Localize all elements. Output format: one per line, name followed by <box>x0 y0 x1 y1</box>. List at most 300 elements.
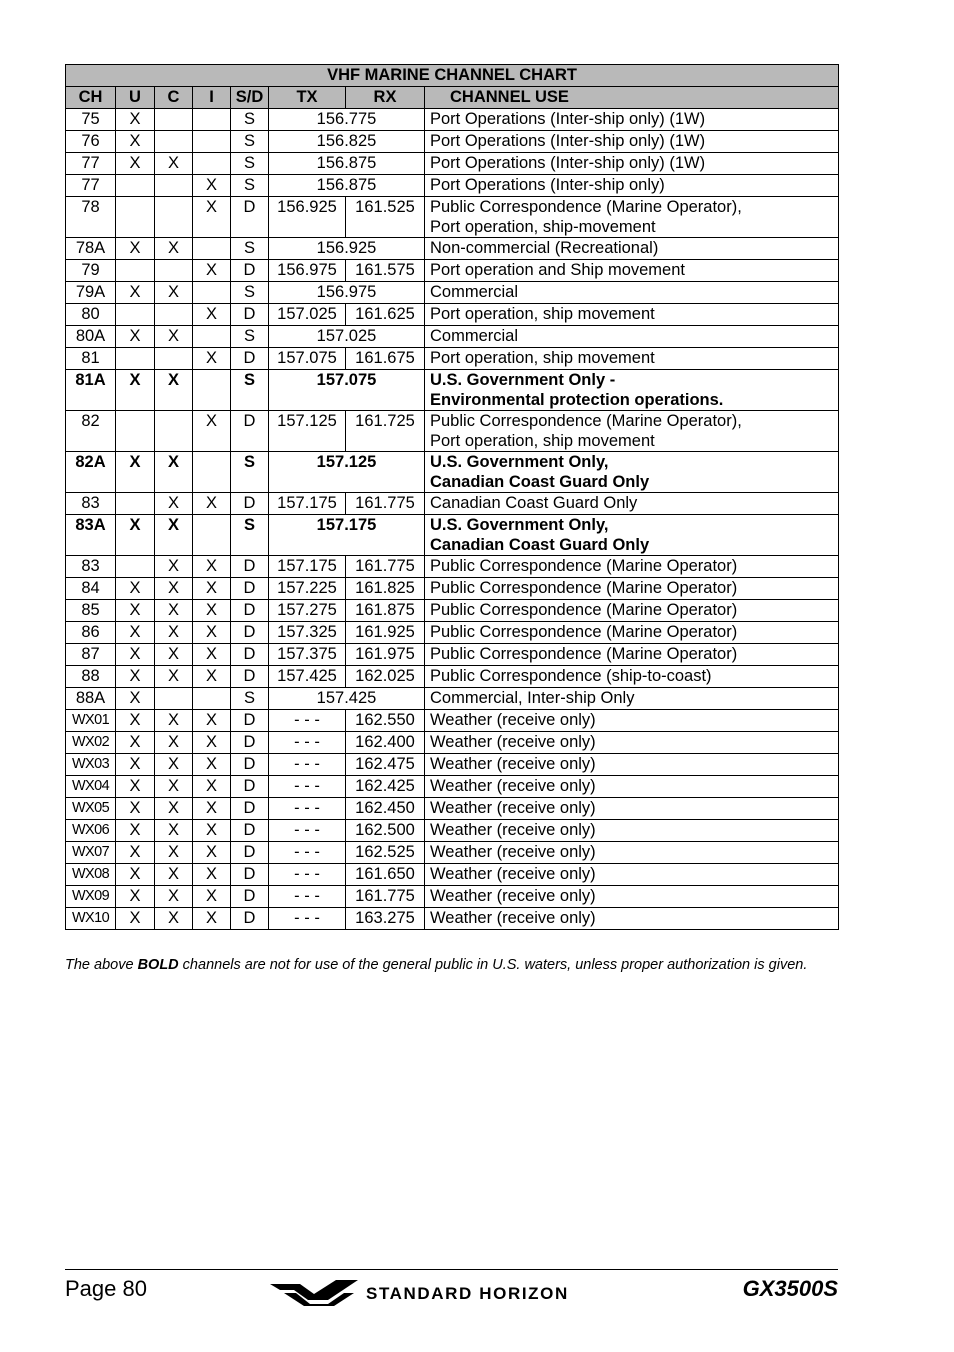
cell-channel-use <box>425 131 839 153</box>
cell-rx: 161.625 <box>346 304 425 326</box>
channel-use-line: Commercial, Inter-ship Only <box>430 689 635 707</box>
cell-c: X <box>155 452 193 493</box>
table-row <box>66 908 839 930</box>
cell-c: X <box>155 578 193 600</box>
cell-tx: - - - <box>269 864 346 886</box>
cell-rx: 161.825 <box>346 578 425 600</box>
cell-sd: S <box>231 175 269 197</box>
table-row <box>66 842 839 864</box>
cell-tx: 156.975 <box>269 260 346 282</box>
cell-tx: - - - <box>269 798 346 820</box>
cell-c: X <box>155 798 193 820</box>
cell-tx: 157.425 <box>269 666 346 688</box>
cell-sd: D <box>231 197 269 238</box>
channel-use-line: Non-commercial (Recreational) <box>430 239 659 257</box>
cell-channel-use <box>425 238 839 260</box>
cell-tx: - - - <box>269 754 346 776</box>
cell-i: X <box>193 578 231 600</box>
cell-ch: 81A <box>66 370 116 411</box>
cell-channel-use <box>425 908 839 930</box>
cell-tx-rx: 156.875 <box>269 153 425 175</box>
cell-ch: 81 <box>66 348 116 370</box>
cell-c: X <box>155 153 193 175</box>
channel-use-line: Weather (receive only) <box>430 865 596 883</box>
cell-channel-use <box>425 886 839 908</box>
cell-c <box>155 260 193 282</box>
cell-u: X <box>116 908 155 930</box>
channel-use-line: Port Operations (Inter-ship only) (1W) <box>430 110 706 128</box>
channel-use-line: Weather (receive only) <box>430 755 596 773</box>
cell-i: X <box>193 348 231 370</box>
cell-channel-use <box>425 493 839 515</box>
cell-c <box>155 175 193 197</box>
cell-sd: D <box>231 260 269 282</box>
cell-u <box>116 493 155 515</box>
cell-c: X <box>155 370 193 411</box>
header-i: I <box>193 87 231 109</box>
channel-use-line: Canadian Coast Guard Only <box>430 473 650 491</box>
cell-channel-use <box>425 326 839 348</box>
cell-ch: 85 <box>66 600 116 622</box>
header-u: U <box>116 87 155 109</box>
cell-u: X <box>116 131 155 153</box>
cell-u: X <box>116 666 155 688</box>
cell-tx-rx: 156.775 <box>269 109 425 131</box>
cell-rx: 162.550 <box>346 710 425 732</box>
channel-use-line: U.S. Government Only, <box>430 453 609 471</box>
cell-tx: - - - <box>269 842 346 864</box>
brand-mark-icon <box>270 1278 358 1306</box>
cell-c <box>155 348 193 370</box>
table-row <box>66 282 839 304</box>
cell-sd: D <box>231 842 269 864</box>
cell-i <box>193 282 231 304</box>
table-row <box>66 493 839 515</box>
table-row <box>66 798 839 820</box>
channel-use-line: Public Correspondence (Marine Operator) <box>430 623 738 641</box>
channel-use-line: Weather (receive only) <box>430 777 596 795</box>
bold-channel-note <box>65 956 841 974</box>
cell-tx: - - - <box>269 776 346 798</box>
cell-rx: 161.675 <box>346 348 425 370</box>
cell-channel-use <box>425 515 839 556</box>
table-row <box>66 515 839 556</box>
cell-c: X <box>155 710 193 732</box>
cell-channel-use <box>425 153 839 175</box>
cell-u: X <box>116 622 155 644</box>
column-header-row <box>66 87 839 109</box>
cell-tx-rx: 157.075 <box>269 370 425 411</box>
cell-rx: 161.875 <box>346 600 425 622</box>
cell-c: X <box>155 776 193 798</box>
channel-use-line: Canadian Coast Guard Only <box>430 494 638 512</box>
channel-use-line: U.S. Government Only, <box>430 516 609 534</box>
table-row <box>66 260 839 282</box>
cell-i: X <box>193 175 231 197</box>
cell-tx-rx: 156.825 <box>269 131 425 153</box>
cell-sd: D <box>231 348 269 370</box>
cell-sd: S <box>231 688 269 710</box>
cell-ch: 75 <box>66 109 116 131</box>
cell-channel-use <box>425 556 839 578</box>
page-number: Page 80 <box>65 1276 147 1301</box>
cell-ch: 77 <box>66 175 116 197</box>
cell-tx: 157.275 <box>269 600 346 622</box>
cell-tx: 157.125 <box>269 411 346 452</box>
channel-use-line: Port operation, ship movement <box>430 305 655 323</box>
cell-c <box>155 109 193 131</box>
cell-tx: 157.075 <box>269 348 346 370</box>
cell-rx: 161.525 <box>346 197 425 238</box>
table-row <box>66 556 839 578</box>
cell-c: X <box>155 908 193 930</box>
cell-ch: 88 <box>66 666 116 688</box>
cell-ch: WX06 <box>66 820 116 842</box>
table-row <box>66 732 839 754</box>
table-row <box>66 666 839 688</box>
cell-tx: - - - <box>269 886 346 908</box>
cell-i: X <box>193 556 231 578</box>
cell-tx: - - - <box>269 908 346 930</box>
cell-rx: 161.775 <box>346 493 425 515</box>
cell-u <box>116 175 155 197</box>
cell-channel-use <box>425 798 839 820</box>
channel-use-line: Port Operations (Inter-ship only) (1W) <box>430 154 706 172</box>
cell-tx-rx: 157.175 <box>269 515 425 556</box>
cell-tx-rx: 157.125 <box>269 452 425 493</box>
cell-c: X <box>155 820 193 842</box>
cell-rx: 162.500 <box>346 820 425 842</box>
cell-sd: S <box>231 515 269 556</box>
cell-channel-use <box>425 644 839 666</box>
channel-use-line: Environmental protection operations. <box>430 391 724 409</box>
channel-use-line: Weather (receive only) <box>430 909 596 927</box>
cell-rx: 162.525 <box>346 842 425 864</box>
cell-i <box>193 238 231 260</box>
cell-i <box>193 153 231 175</box>
cell-ch: 87 <box>66 644 116 666</box>
cell-channel-use <box>425 175 839 197</box>
cell-ch: WX04 <box>66 776 116 798</box>
cell-tx: 157.025 <box>269 304 346 326</box>
cell-c <box>155 411 193 452</box>
cell-channel-use <box>425 842 839 864</box>
header-rx: RX <box>346 87 425 109</box>
table-row <box>66 754 839 776</box>
cell-rx: 163.275 <box>346 908 425 930</box>
chart-title: VHF MARINE CHANNEL CHART <box>66 65 839 87</box>
cell-sd: S <box>231 282 269 304</box>
cell-ch: WX03 <box>66 754 116 776</box>
vhf-channel-chart <box>65 64 839 930</box>
channel-use-line: Port Operations (Inter-ship only) (1W) <box>430 132 706 150</box>
table-row <box>66 452 839 493</box>
cell-sd: D <box>231 556 269 578</box>
cell-channel-use <box>425 776 839 798</box>
cell-ch: WX10 <box>66 908 116 930</box>
cell-ch: WX07 <box>66 842 116 864</box>
cell-i: X <box>193 908 231 930</box>
table-row <box>66 886 839 908</box>
cell-c: X <box>155 842 193 864</box>
table-row <box>66 153 839 175</box>
cell-i: X <box>193 842 231 864</box>
table-row <box>66 688 839 710</box>
table-row <box>66 710 839 732</box>
table-row <box>66 578 839 600</box>
cell-ch: 88A <box>66 688 116 710</box>
cell-rx: 162.475 <box>346 754 425 776</box>
table-row <box>66 600 839 622</box>
channel-use-line: Commercial <box>430 327 519 345</box>
header-ch: CH <box>66 87 116 109</box>
cell-i <box>193 109 231 131</box>
cell-u: X <box>116 754 155 776</box>
cell-ch: 82A <box>66 452 116 493</box>
cell-channel-use <box>425 411 839 452</box>
channel-use-line: Public Correspondence (Marine Operator), <box>430 198 742 216</box>
cell-tx: - - - <box>269 732 346 754</box>
cell-sd: D <box>231 622 269 644</box>
cell-i: X <box>193 304 231 326</box>
header-tx: TX <box>269 87 346 109</box>
cell-i <box>193 370 231 411</box>
cell-sd: D <box>231 732 269 754</box>
cell-tx: 157.175 <box>269 493 346 515</box>
channel-use-line: Port Operations (Inter-ship only) <box>430 176 665 194</box>
cell-i: X <box>193 666 231 688</box>
cell-u: X <box>116 282 155 304</box>
channel-use-line: Public Correspondence (ship-to-coast) <box>430 667 712 685</box>
cell-u: X <box>116 238 155 260</box>
cell-ch: 80 <box>66 304 116 326</box>
table-row <box>66 304 839 326</box>
table-row <box>66 411 839 452</box>
note-bold-word: BOLD <box>137 957 179 973</box>
cell-channel-use <box>425 109 839 131</box>
cell-channel-use <box>425 864 839 886</box>
cell-sd: D <box>231 304 269 326</box>
cell-rx: 162.400 <box>346 732 425 754</box>
cell-i: X <box>193 411 231 452</box>
channel-use-line: Port operation and Ship movement <box>430 261 685 279</box>
cell-i: X <box>193 493 231 515</box>
cell-tx-rx: 156.875 <box>269 175 425 197</box>
cell-channel-use <box>425 754 839 776</box>
cell-rx: 161.725 <box>346 411 425 452</box>
cell-u: X <box>116 864 155 886</box>
cell-rx: 162.425 <box>346 776 425 798</box>
channel-use-line: Weather (receive only) <box>430 887 596 905</box>
cell-u: X <box>116 370 155 411</box>
table-row <box>66 370 839 411</box>
cell-c <box>155 131 193 153</box>
cell-sd: S <box>231 109 269 131</box>
cell-rx: 161.925 <box>346 622 425 644</box>
cell-ch: WX09 <box>66 886 116 908</box>
cell-sd: S <box>231 131 269 153</box>
cell-c: X <box>155 556 193 578</box>
cell-u <box>116 304 155 326</box>
cell-sd: S <box>231 370 269 411</box>
model-number: GX3500S <box>742 1276 838 1301</box>
cell-u: X <box>116 452 155 493</box>
channel-use-line: U.S. Government Only - <box>430 371 616 389</box>
cell-rx: 161.775 <box>346 886 425 908</box>
cell-sd: S <box>231 452 269 493</box>
table-row <box>66 864 839 886</box>
cell-i: X <box>193 710 231 732</box>
cell-channel-use <box>425 820 839 842</box>
cell-c: X <box>155 238 193 260</box>
cell-ch: WX01 <box>66 710 116 732</box>
table-row <box>66 622 839 644</box>
cell-channel-use <box>425 370 839 411</box>
cell-ch: 77 <box>66 153 116 175</box>
cell-i <box>193 515 231 556</box>
channel-use-line: Public Correspondence (Marine Operator) <box>430 557 738 575</box>
cell-u <box>116 411 155 452</box>
cell-rx: 161.775 <box>346 556 425 578</box>
cell-sd: D <box>231 578 269 600</box>
channel-use-line: Canadian Coast Guard Only <box>430 536 650 554</box>
cell-c: X <box>155 666 193 688</box>
cell-ch: 82 <box>66 411 116 452</box>
cell-c <box>155 197 193 238</box>
cell-u: X <box>116 886 155 908</box>
cell-sd: D <box>231 710 269 732</box>
cell-c: X <box>155 326 193 348</box>
table-row <box>66 326 839 348</box>
cell-c: X <box>155 732 193 754</box>
cell-rx: 162.025 <box>346 666 425 688</box>
header-sd: S/D <box>231 87 269 109</box>
cell-u: X <box>116 644 155 666</box>
cell-u: X <box>116 776 155 798</box>
cell-i: X <box>193 776 231 798</box>
cell-rx: 162.450 <box>346 798 425 820</box>
note-suffix: channels are not for use of the general public in U.S. waters, unless proper authorization is given. <box>178 957 808 973</box>
channel-use-line: Public Correspondence (Marine Operator), <box>430 412 742 430</box>
cell-sd: D <box>231 644 269 666</box>
cell-channel-use <box>425 260 839 282</box>
cell-c: X <box>155 886 193 908</box>
header-c: C <box>155 87 193 109</box>
table-row <box>66 820 839 842</box>
cell-c: X <box>155 600 193 622</box>
cell-u: X <box>116 153 155 175</box>
cell-i: X <box>193 644 231 666</box>
cell-sd: D <box>231 754 269 776</box>
cell-tx-rx: 156.925 <box>269 238 425 260</box>
cell-i <box>193 452 231 493</box>
cell-i: X <box>193 197 231 238</box>
cell-u: X <box>116 109 155 131</box>
cell-ch: 78 <box>66 197 116 238</box>
header-channel-use: CHANNEL USE <box>425 87 839 109</box>
table-row <box>66 131 839 153</box>
cell-channel-use <box>425 197 839 238</box>
cell-sd: D <box>231 493 269 515</box>
cell-u: X <box>116 688 155 710</box>
cell-ch: 83 <box>66 556 116 578</box>
cell-i: X <box>193 754 231 776</box>
chart-body <box>66 109 839 930</box>
channel-use-line: Public Correspondence (Marine Operator) <box>430 645 738 663</box>
channel-use-line: Port operation, ship movement <box>430 432 655 450</box>
channel-use-line: Port operation, ship movement <box>430 349 655 367</box>
cell-i: X <box>193 886 231 908</box>
table-row <box>66 109 839 131</box>
cell-tx: 157.325 <box>269 622 346 644</box>
cell-ch: WX05 <box>66 798 116 820</box>
table-row <box>66 175 839 197</box>
cell-c: X <box>155 515 193 556</box>
cell-channel-use <box>425 452 839 493</box>
cell-u: X <box>116 600 155 622</box>
channel-use-line: Port operation, ship-movement <box>430 218 656 236</box>
cell-channel-use <box>425 688 839 710</box>
cell-u: X <box>116 710 155 732</box>
cell-ch: 86 <box>66 622 116 644</box>
channel-use-line: Weather (receive only) <box>430 711 596 729</box>
cell-i: X <box>193 600 231 622</box>
cell-rx: 161.975 <box>346 644 425 666</box>
cell-tx: - - - <box>269 710 346 732</box>
cell-u: X <box>116 515 155 556</box>
cell-channel-use <box>425 348 839 370</box>
cell-u <box>116 197 155 238</box>
cell-sd: D <box>231 776 269 798</box>
cell-channel-use <box>425 282 839 304</box>
channel-use-line: Weather (receive only) <box>430 821 596 839</box>
cell-sd: D <box>231 600 269 622</box>
table-row <box>66 238 839 260</box>
note-prefix: The above <box>65 957 138 973</box>
cell-tx: - - - <box>269 820 346 842</box>
cell-channel-use <box>425 710 839 732</box>
cell-i <box>193 326 231 348</box>
brand-logo <box>270 1277 569 1307</box>
cell-channel-use <box>425 600 839 622</box>
cell-u <box>116 348 155 370</box>
table-row <box>66 197 839 238</box>
cell-ch: WX02 <box>66 732 116 754</box>
cell-c: X <box>155 622 193 644</box>
cell-ch: 80A <box>66 326 116 348</box>
cell-c: X <box>155 493 193 515</box>
cell-c <box>155 304 193 326</box>
cell-c: X <box>155 864 193 886</box>
channel-use-line: Weather (receive only) <box>430 843 596 861</box>
cell-u: X <box>116 842 155 864</box>
cell-sd: S <box>231 153 269 175</box>
cell-i <box>193 688 231 710</box>
cell-sd: S <box>231 326 269 348</box>
cell-sd: D <box>231 798 269 820</box>
channel-use-line: Public Correspondence (Marine Operator) <box>430 601 738 619</box>
cell-tx: 157.175 <box>269 556 346 578</box>
cell-tx: 157.225 <box>269 578 346 600</box>
brand-name: STANDARD HORIZON <box>366 1283 569 1303</box>
cell-ch: 79 <box>66 260 116 282</box>
cell-u: X <box>116 326 155 348</box>
cell-i: X <box>193 864 231 886</box>
cell-i: X <box>193 732 231 754</box>
cell-i: X <box>193 798 231 820</box>
cell-channel-use <box>425 304 839 326</box>
cell-i: X <box>193 622 231 644</box>
